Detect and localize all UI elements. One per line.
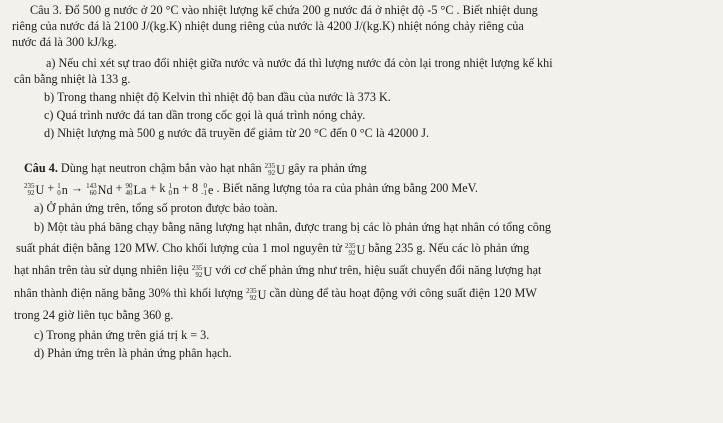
electron-particle: 0 -1 e (201, 181, 214, 197)
q4-intro-line: Câu 4. Dùng hạt neutron chậm bắn vào hạt nhân 235 92 U gây ra phản ứng (24, 161, 367, 177)
neutron-nuclide: 1 0 n (57, 181, 68, 197)
q4-statement-c: c) Trong phản ứng trên giá trị k = 3. (34, 328, 210, 342)
neutron-nuclide: 1 0 n (168, 181, 180, 197)
q4-reaction-equation: 235 92 U + 1 0 n → 143 60 Nd + 90 40 La + k 1 0 n + 8 0 -1 e . Biết năng lượng tỏa ra của phản ứng bằng 200 MeV. (24, 181, 478, 197)
q4-statement-b-line-1: b) Một tàu phá băng chạy bằng năng lượng hạt nhân, được trang bị các lò phản ứng hạt nhân có tổng công (34, 220, 552, 234)
q4-statement-b-line-3: hạt nhân trên tàu sử dụng nhiên liệu 235 92 U với cơ chế phản ứng như trên, hiệu suất chuyển đổi năng lượng hạt (14, 263, 542, 279)
arrow-icon: → (70, 181, 84, 195)
q3-statement-b: b) Trong thang nhiệt độ Kelvin thì nhiệt độ ban đầu của nước là 373 K. (44, 90, 391, 104)
q3-intro-line-1: Câu 3. Đổ 500 g nước ở 20 °C vào nhiệt lượng kế chứa 200 g nước đá ở nhiệt độ -5 °C . Biết nhiệt dung (30, 3, 538, 17)
q4-statement-b-line-4: nhân thành điện năng bằng 30% thì khối lượng 235 92 U cần dùng để tàu hoạt động với công suất điện 120 MW (14, 286, 537, 302)
lanthanum-90-nuclide: 90 40 La (125, 181, 147, 197)
q3-intro-line-3: nước đá là 300 kJ/kg. (12, 35, 117, 49)
q4-statement-b-line-5: trong 24 giờ liên tục bằng 360 g. (14, 308, 174, 322)
q3-statement-c: c) Quá trình nước đá tan dần trong cốc gọi là quá trình nóng chảy. (44, 108, 366, 122)
q4-statement-d: d) Phản ứng trên là phản ứng phân hạch. (34, 346, 232, 360)
uranium-235-nuclide: 235 92 U (344, 241, 366, 257)
q4-statement-b-line-2: suất phát điện bằng 120 MW. Cho khối lượng của 1 mol nguyên tử 235 92 U bằng 235 g. Nếu các lò phản ứng (16, 241, 530, 257)
uranium-235-nuclide: 235 92 U (191, 263, 213, 279)
q4-statement-a: a) Ở phản ứng trên, tổng số proton được bảo toàn. (34, 201, 278, 215)
neodymium-143-nuclide: 143 60 Nd (86, 181, 113, 197)
uranium-235-nuclide: 235 92 U (246, 286, 267, 302)
uranium-235-nuclide: 235 92 U (264, 161, 285, 177)
uranium-235-nuclide: 235 92 U (24, 181, 45, 197)
q3-statement-a-line-2: cân bằng nhiệt là 133 g. (14, 72, 131, 86)
q4-label: Câu 4. (24, 161, 58, 175)
q3-statement-d: d) Nhiệt lượng mà 500 g nước đã truyền để giảm từ 20 °C đến 0 °C là 42000 J. (44, 126, 430, 140)
q3-statement-a-line-1: a) Nếu chỉ xét sự trao đổi nhiệt giữa nước và nước đá thì lượng nước đá còn lại trong nhiệt lượng kế khi (46, 56, 553, 70)
q3-intro-line-2: riêng của nước đá là 2100 J/(kg.K) nhiệt dung riêng của nước là 4200 J/(kg.K) nhiệt nóng chảy riêng của (12, 19, 524, 33)
